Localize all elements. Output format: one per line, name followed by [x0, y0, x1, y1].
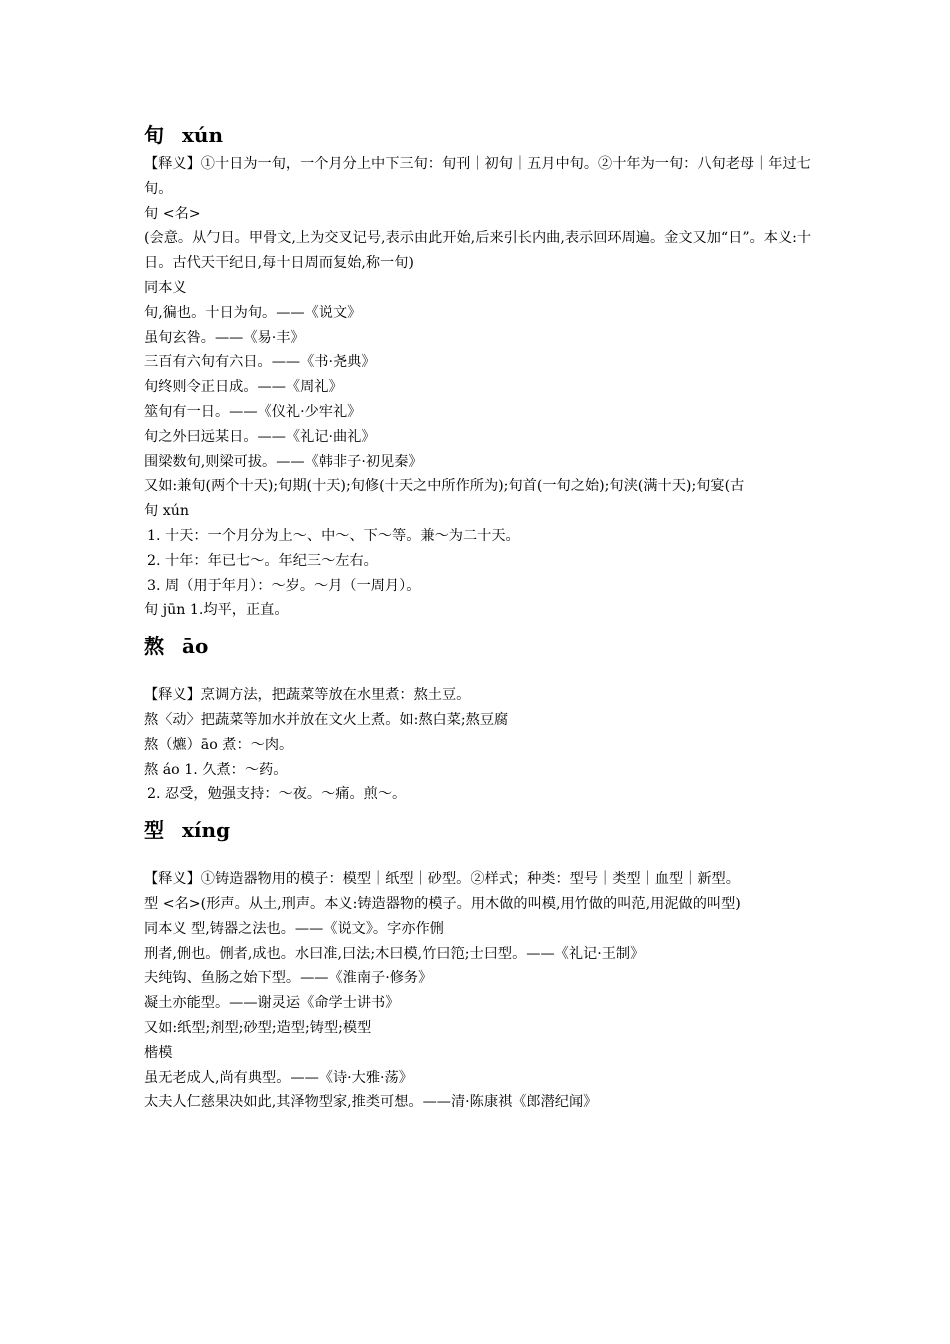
entry-char: 型 — [144, 818, 164, 843]
sense-line: 3. 周（用于年月）：～岁。～月（一周月）。 — [147, 577, 421, 594]
entry-char: 熬 — [144, 634, 164, 659]
definition-line: 熬〈动〉把蔬菜等加水并放在文火上煮。如:熬白菜;熬豆腐 — [144, 711, 509, 728]
definition-line: 又如:纸型;剂型;砂型;造型;铸型;模型 — [144, 1019, 372, 1036]
definition-line: 型 <名>(形声。从土,刑声。本义:铸造器物的模子。用木做的叫模,用竹做的叫范,用泥做的叫型) — [144, 895, 741, 912]
sense-line: 1. 十天：一个月分为上～、中～、下～等。兼～为二十天。 — [147, 527, 520, 544]
quote-line: 虽旬玄咎。——《易·丰》 — [144, 329, 305, 346]
quote-line: 凝土亦能型。——谢灵运《命学士讲书》 — [144, 995, 400, 1012]
definition-line: 楷模 — [144, 1044, 173, 1061]
definition-line: 【释义】①铸造器物用的模子：模型｜纸型｜砂型。②样式；种类：型号｜类型｜血型｜新型。 — [144, 871, 740, 888]
quote-line: 虽无老成人,尚有典型。——《诗·大雅·荡》 — [144, 1069, 413, 1086]
definition-line: 熬 áo 1. 久煮：～药。 — [144, 761, 288, 778]
definition-line: 熬（爊）āo 煮：～肉。 — [144, 736, 294, 753]
quote-line: 围梁数旬,则梁可拔。——《韩非子·初见秦》 — [144, 453, 423, 470]
quote-line: 旬之外曰远某日。——《礼记·曲礼》 — [144, 428, 376, 445]
entry-heading — [144, 118, 812, 152]
entry-ao — [144, 629, 812, 807]
entry-heading — [144, 813, 812, 847]
definition-line: 【释义】①十日为一旬，一个月分上中下三旬：旬刊｜初旬｜五月中旬。②十年为一旬：八旬老母｜年过七旬。 — [144, 156, 811, 197]
entry-xun — [144, 118, 812, 623]
quote-line: 太夫人仁慈果决如此,其泽物型家,推类可想。——清·陈康祺《郎潜纪闻》 — [144, 1094, 598, 1111]
entry-pinyin: āo — [182, 634, 209, 659]
entry-heading — [144, 629, 812, 663]
sense-line: 2. 忍受，勉强支持：～夜。～痛。煎～。 — [147, 786, 407, 803]
quote-line: 同本义 型,铸器之法也。——《说文》。字亦作侀 — [144, 920, 444, 937]
quote-line: 筮旬有一日。——《仪礼·少牢礼》 — [144, 403, 362, 420]
quote-line: 旬,徧也。十日为旬。——《说文》 — [144, 304, 362, 321]
definition-line: 旬 <名> — [144, 205, 201, 222]
entry-pinyin: xún — [182, 123, 224, 147]
definition-line: (会意。从勹日。甲骨文,上为交叉记号,表示由此开始,后来引长内曲,表示回环周遍。金文又加“日”。本义:十日。古代天干纪日,每十日周而复始,称一旬) — [144, 230, 812, 272]
quote-line: 三百有六旬有六日。——《书·尧典》 — [144, 354, 376, 371]
entry-xing — [144, 813, 812, 1115]
definition-line: 旬 jūn 1.均平，正直。 — [144, 602, 289, 619]
sense-line: 2. 十年：年已七～。年纪三～左右。 — [147, 552, 378, 569]
quote-line: 夫纯钩、鱼肠之始下型。——《淮南子·修务》 — [144, 970, 433, 987]
quote-line: 旬终则令正日成。——《周礼》 — [144, 379, 343, 396]
document-body — [144, 118, 812, 1115]
entry-pinyin: xíng — [182, 818, 231, 843]
definition-line: 【释义】烹调方法，把蔬菜等放在水里煮：熬土豆。 — [144, 687, 471, 704]
definition-line: 旬 xún — [144, 503, 189, 520]
definition-line: 同本义 — [144, 279, 187, 296]
quote-line: 刑者,侀也。侀者,成也。水曰准,曰法;木曰模,竹曰笵;士曰型。——《礼记·王制》 — [144, 945, 645, 962]
definition-line: 又如:兼旬(两个十天);旬期(十天);旬修(十天之中所作所为);旬首(一旬之始);旬浃(满十天);旬宴(古 — [144, 478, 745, 495]
entry-char: 旬 — [144, 123, 164, 147]
